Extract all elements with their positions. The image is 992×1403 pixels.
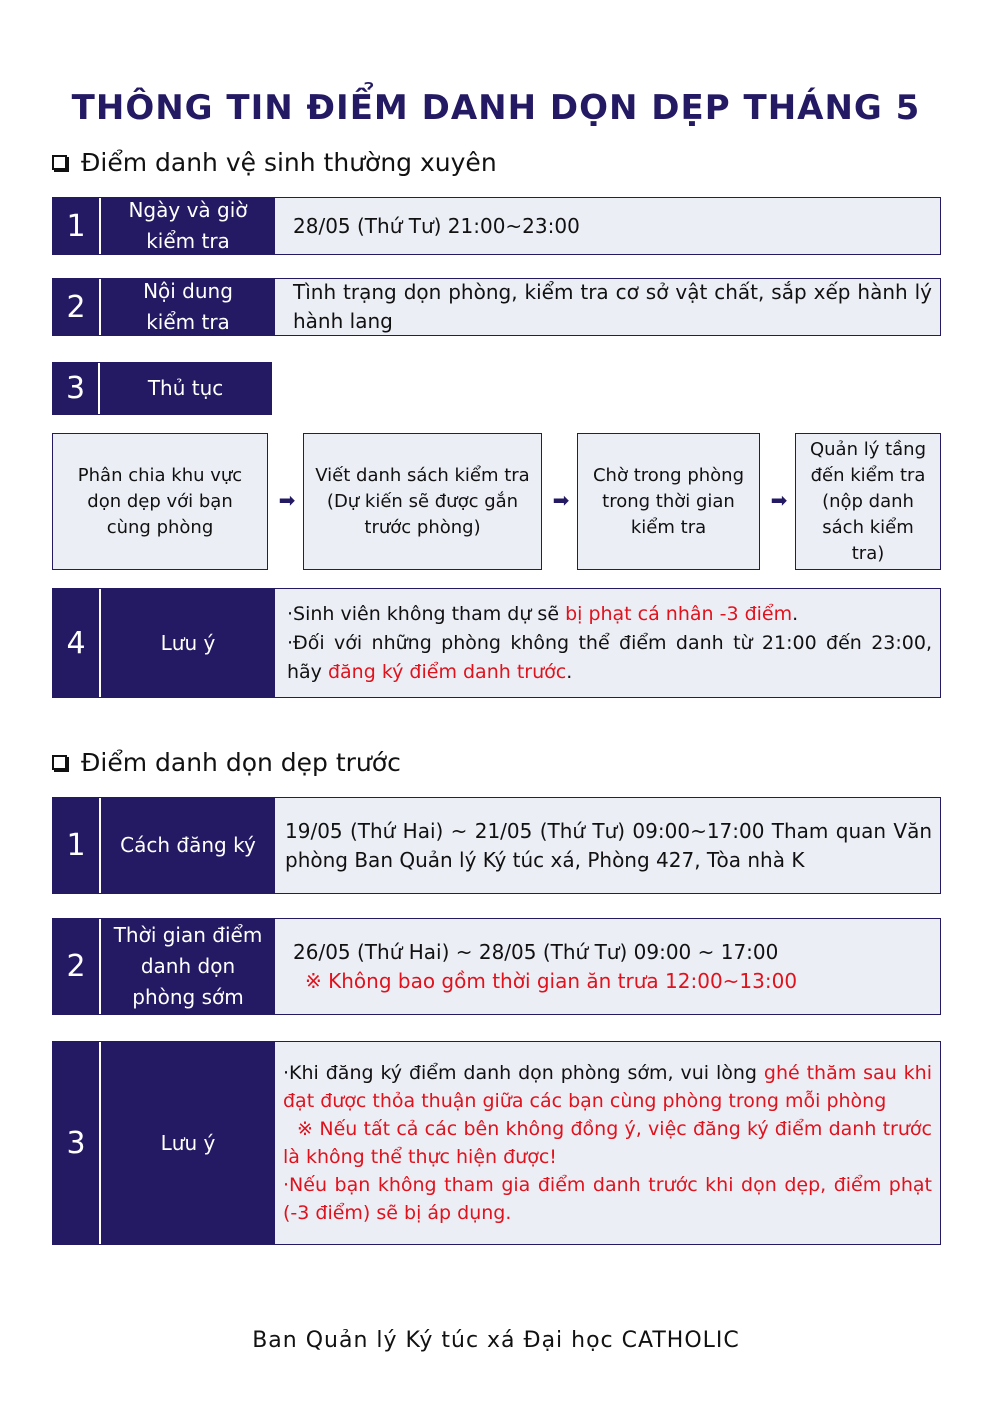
row-number: 1 bbox=[53, 198, 101, 254]
note-line bbox=[287, 629, 932, 687]
info-row-early-time bbox=[52, 918, 941, 1015]
row-label-line: Ngày và giờ bbox=[128, 198, 248, 222]
info-row-registration bbox=[52, 797, 941, 894]
row-value bbox=[275, 1042, 940, 1244]
row-number: 3 bbox=[53, 363, 100, 414]
row-value bbox=[275, 198, 940, 254]
row-label-line: phòng sớm bbox=[132, 985, 244, 1009]
row-value bbox=[275, 798, 940, 893]
row-value-text: 19/05 (Thứ Hai) ~ 21/05 (Thứ Tư) 09:00~17:00 Tham quan Văn phòng Ban Quản lý Ký túc xá, Phòng 427, Tòa nhà K bbox=[285, 818, 932, 872]
section-heading-regular bbox=[52, 148, 497, 177]
row-label: Thủ tục bbox=[100, 363, 271, 414]
row-label-line: danh dọn bbox=[140, 954, 236, 978]
info-row-early-note bbox=[52, 1041, 941, 1245]
row-value-text: Tình trạng dọn phòng, kiểm tra cơ sở vật chất, sắp xếp hành lý hành lang bbox=[293, 280, 932, 333]
row-value-warning: ※ Không bao gồm thời gian ăn trưa 12:00~13:00 bbox=[305, 968, 798, 993]
section-heading-text: Điểm danh dọn dẹp trước bbox=[81, 748, 401, 777]
row-label bbox=[101, 919, 275, 1014]
footer-organization: Ban Quản lý Ký túc xá Đại học CATHOLIC bbox=[252, 1328, 740, 1353]
section-heading-early bbox=[52, 748, 401, 777]
note-highlight: đăng ký điểm danh trước bbox=[327, 660, 567, 683]
info-row-note bbox=[52, 588, 941, 698]
note-text: ·Khi đăng ký điểm danh dọn phòng sớm, vui lòng bbox=[283, 1062, 764, 1084]
row-value-text: 26/05 (Thứ Hai) ~ 28/05 (Thứ Tư) 09:00 ~ 17:00 bbox=[293, 939, 779, 964]
page-title: THÔNG TIN ĐIỂM DANH DỌN DẸP THÁNG 5 bbox=[71, 88, 921, 128]
note-line bbox=[287, 600, 932, 629]
row-label bbox=[101, 198, 275, 254]
row-label bbox=[101, 279, 275, 335]
row-value bbox=[275, 279, 940, 335]
row-label: Lưu ý bbox=[101, 589, 275, 697]
arrow-right-icon: ➡ bbox=[552, 488, 570, 512]
row-value bbox=[275, 919, 940, 1014]
procedure-step-3: Chờ trong phòng trong thời gian kiểm tra bbox=[577, 433, 760, 570]
row-label-line: kiểm tra bbox=[146, 310, 230, 334]
row-label: Lưu ý bbox=[101, 1042, 275, 1244]
note-highlight: bị phạt cá nhân -3 điểm bbox=[565, 602, 793, 625]
row-number: 4 bbox=[53, 589, 101, 697]
info-row-check-content bbox=[52, 278, 941, 336]
checkbox-bullet-icon bbox=[52, 755, 67, 770]
row-label: Cách đăng ký bbox=[101, 798, 275, 893]
checkbox-bullet-icon bbox=[52, 155, 67, 170]
row-number: 1 bbox=[53, 798, 101, 893]
row-label-line: Thời gian điểm bbox=[113, 923, 263, 947]
info-row-check-time bbox=[52, 197, 941, 255]
procedure-step-4: Quản lý tầng đến kiểm tra (nộp danh sách kiểm tra) bbox=[795, 433, 941, 570]
procedure-step-1: Phân chia khu vực dọn dẹp với bạn cùng phòng bbox=[52, 433, 268, 570]
row-number: 2 bbox=[53, 279, 101, 335]
row-label-line: Nội dung bbox=[143, 279, 233, 303]
row-value bbox=[275, 589, 940, 697]
row-number: 3 bbox=[53, 1042, 101, 1244]
note-text: . bbox=[566, 660, 573, 683]
note-text: . bbox=[792, 602, 799, 625]
note-highlight: ·Nếu bạn không tham gia điểm danh trước khi dọn dẹp, điểm phạt (-3 điểm) sẽ bị áp dụng. bbox=[283, 1174, 932, 1224]
arrow-right-icon: ➡ bbox=[770, 488, 788, 512]
section-heading-text: Điểm danh vệ sinh thường xuyên bbox=[81, 148, 497, 177]
note-highlight: ghé thăm sau khi đạt được thỏa thuận giữa các bạn cùng phòng trong mỗi phòng bbox=[283, 1062, 932, 1112]
note-text: ·Đối với những phòng không thể điểm danh từ 21:00 đến 23:00, hãy bbox=[287, 631, 932, 683]
row-number: 2 bbox=[53, 919, 101, 1014]
arrow-right-icon: ➡ bbox=[278, 488, 296, 512]
info-row-procedure bbox=[52, 362, 272, 415]
row-value-text: 28/05 (Thứ Tư) 21:00~23:00 bbox=[293, 213, 580, 238]
note-highlight: ※ Nếu tất cả các bên không đồng ý, việc đăng ký điểm danh trước là không thể thực hiện được! bbox=[283, 1118, 932, 1168]
note-line bbox=[283, 1059, 932, 1115]
procedure-step-2: Viết danh sách kiểm tra (Dự kiến sẽ được gắn trước phòng) bbox=[303, 433, 542, 570]
note-text: ·Sinh viên không tham dự sẽ bbox=[287, 602, 566, 625]
row-label-line: kiểm tra bbox=[146, 229, 230, 253]
